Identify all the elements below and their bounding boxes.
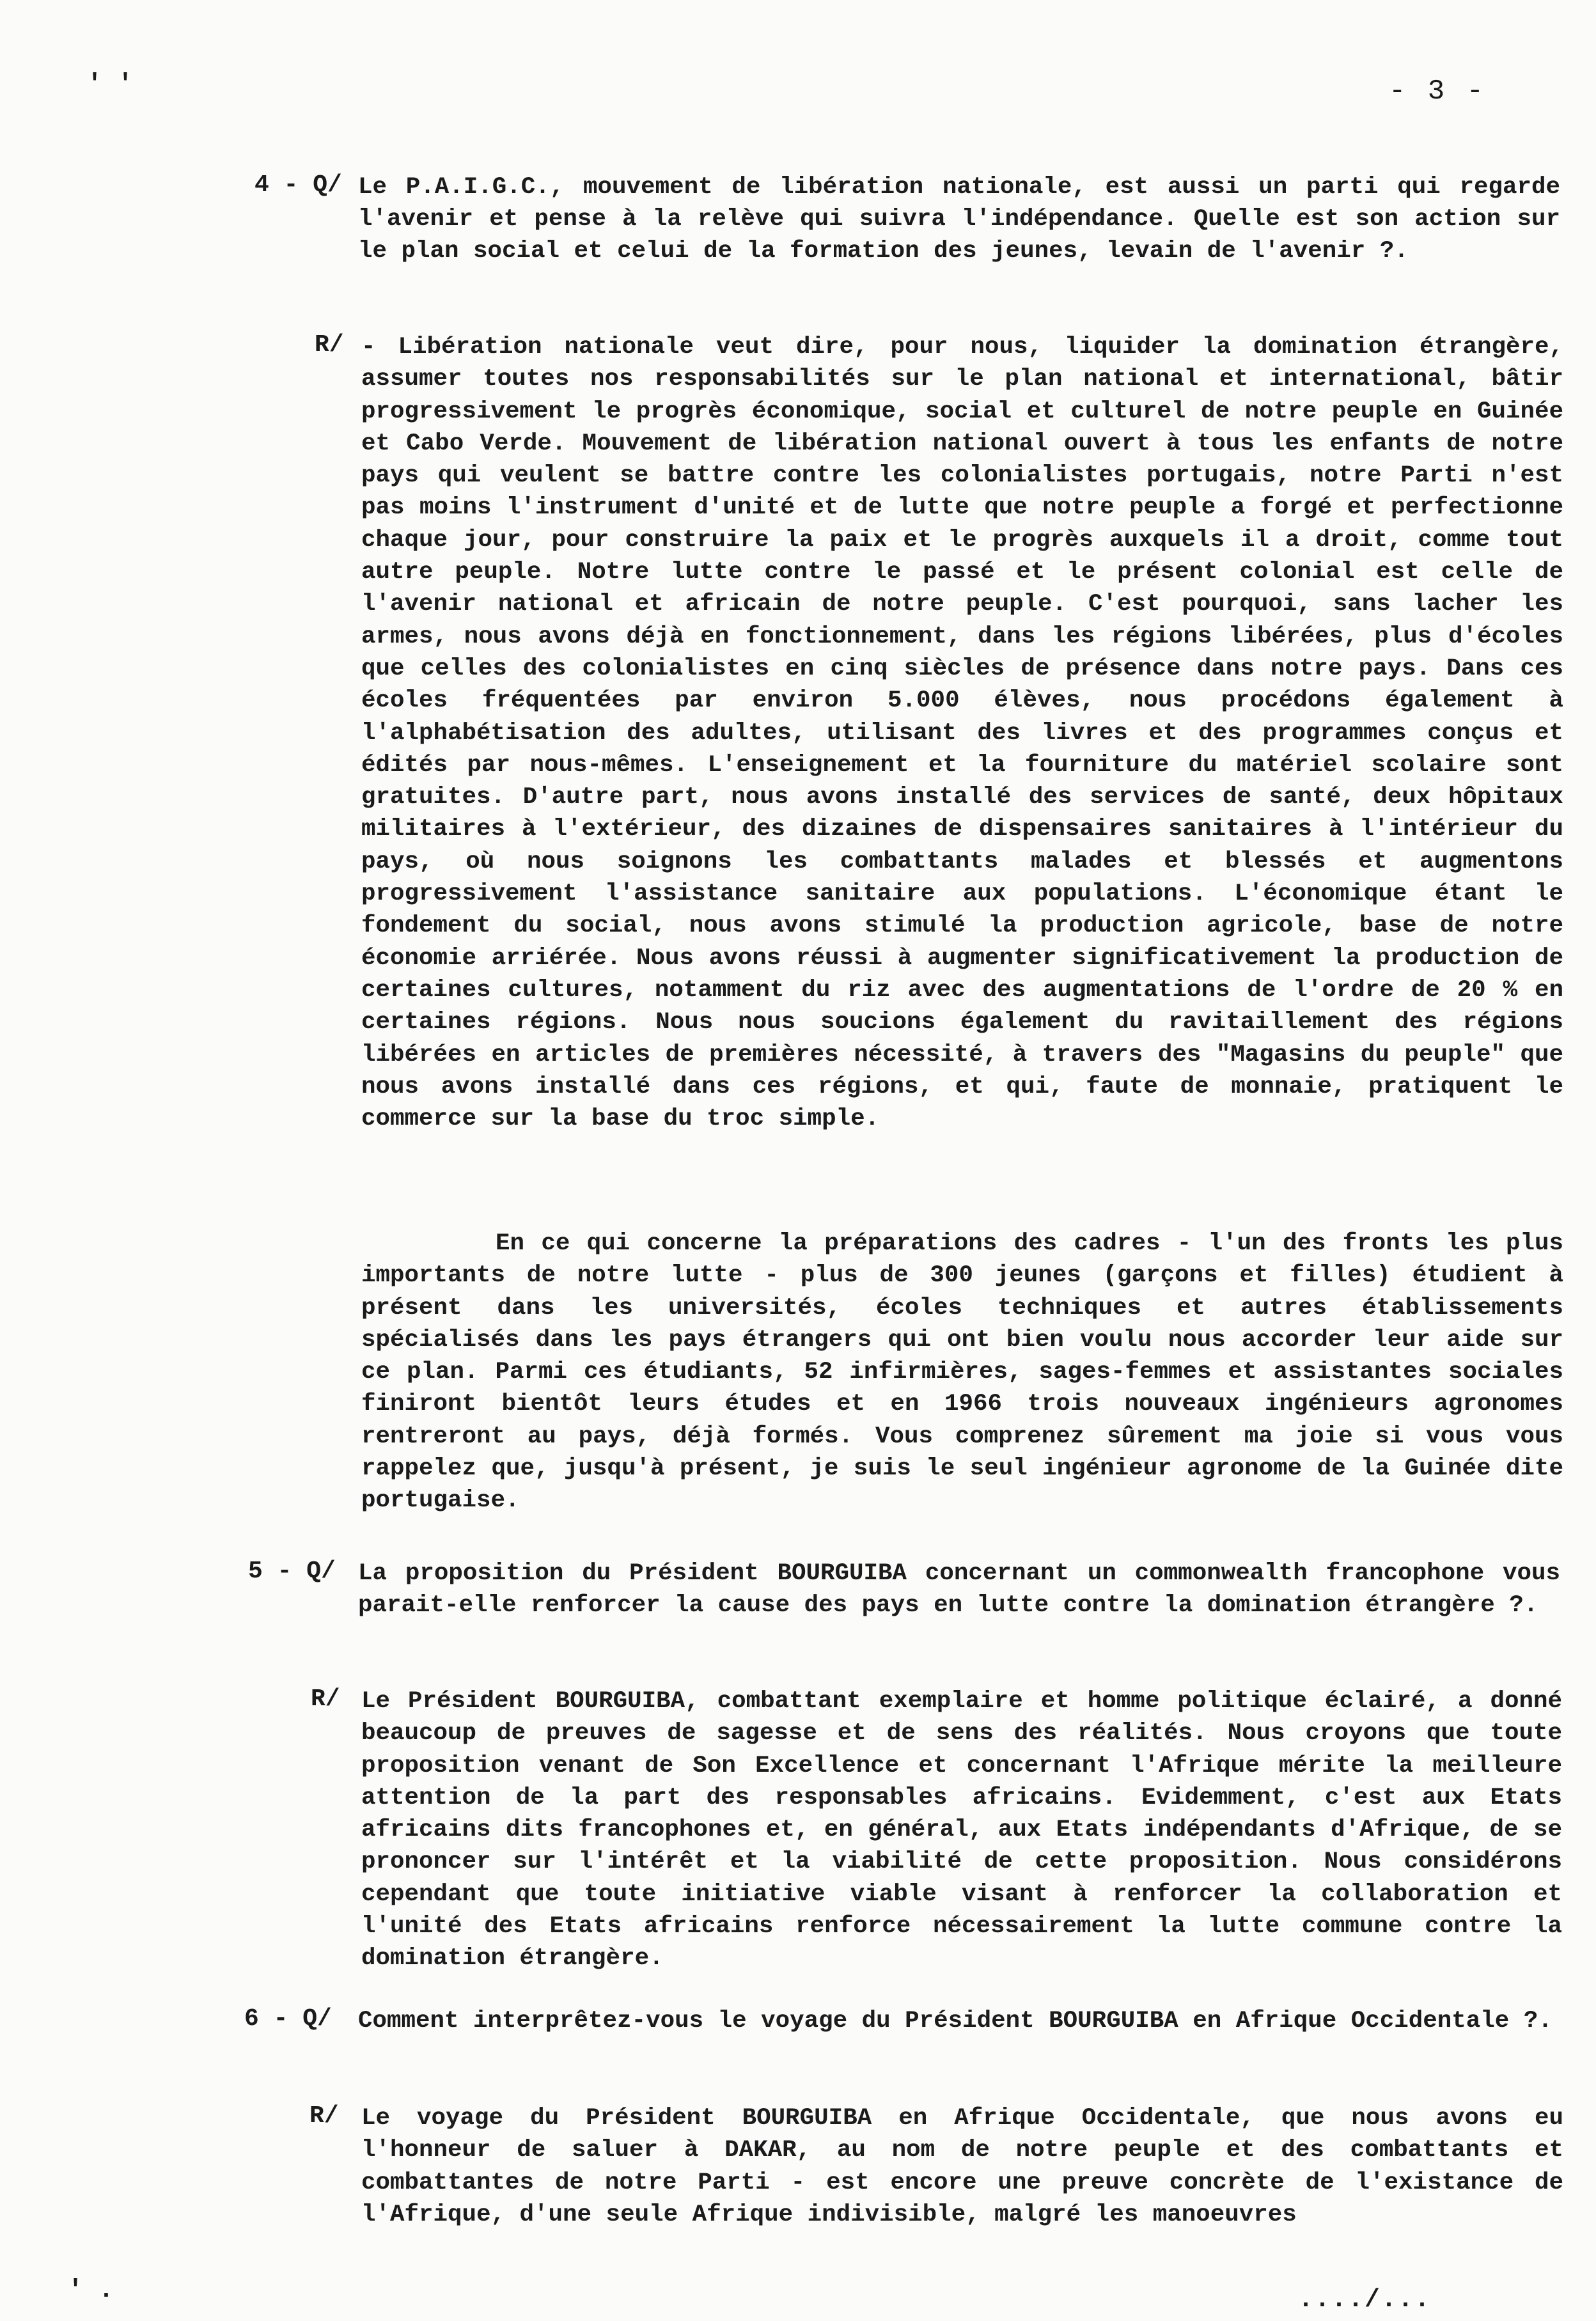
question-label: 4 - Q/ [254, 171, 342, 199]
question-label: 6 - Q/ [244, 2005, 332, 2033]
corner-mark-top: ' ' [87, 70, 134, 99]
answer-label: R/ [315, 331, 344, 359]
question-text: Comment interprêtez-vous le voyage du Président BOURGUIBA en Afrique Occidentale ?. [358, 2008, 1553, 2035]
answer-paragraph: Le Président BOURGUIBA, combattant exemplaire et homme politique éclairé, a donné beaucoup de preuves de sagesse et de sens des réalités. Nous croyons que toute proposition venant de Son Excellence et concernant l'Afrique mérite la meilleure attention de la part des responsables africains. Evidemment, c'est aux Etats africains dits francophones et, en général, aux Etats indépendants d'Afrique, de se prononcer sur l'intérêt et la viabilité de cette proposition. Nous considérons cependant que toute initiative viable visant à renforcer la collaboration et l'unité des Etats africains renforce nécessairement la lutte commune contre la domination étrangère. [361, 1688, 1562, 1973]
question-text: La proposition du Président BOURGUIBA concernant un commonwealth francophone vous parait-elle renforcer la cause des pays en lutte contre la domination étrangère ?. [358, 1560, 1560, 1619]
page-number: - 3 - [1389, 75, 1487, 107]
continuation-mark: ..../... [1298, 2286, 1432, 2315]
answer-paragraph: Le voyage du Président BOURGUIBA en Afrique Occidentale, que nous avons eu l'honneur de saluer à DAKAR, au nom de notre peuple et des combattants et combattantes de notre Parti - est encore une preuve concrète de l'existance de l'Afrique, d'une seule Afrique indivisible, malgré les manoeuvres [361, 2105, 1563, 2228]
answer-paragraph: En ce qui concerne la préparations des cadres - l'un des fronts les plus importants de notre lutte - plus de 300 jeunes (garçons et filles) étudient à présent dans les universités, écoles techniques et autres établissements spécialisés dans les pays étrangers qui ont bien voulu nous accorder leur aide sur ce plan. Parmi ces étudiants, 52 infirmières, sages-femmes et assistantes sociales finiront bientôt leurs études et en 1966 trois nouveaux ingénieurs agronomes rentreront au pays, déjà formés. Vous comprenez sûrement ma joie si vous vous rappelez que, jusqu'à présent, je suis le seul ingénieur agronome de la Guinée dite portugaise. [361, 1230, 1563, 1515]
question-text: Le P.A.I.G.C., mouvement de libération nationale, est aussi un parti qui regarde l'avenir et pense à la relève qui suivra l'indépendance. Quelle est son action sur le plan social et celui de la formation des jeunes, levain de l'avenir ?. [358, 174, 1560, 265]
corner-mark-bottom: ' . [68, 2276, 114, 2305]
answer-paragraph: - Libération nationale veut dire, pour nous, liquider la domination étrangère, assumer toutes nos responsabilités sur le plan national et international, bâtir progressivement le progrès économique, social et culturel de notre peuple en Guinée et Cabo Verde. Mouvement de libération national ouvert à tous les enfants de notre pays qui veulent se battre contre les colonialistes portugais, notre Parti n'est pas moins l'instrument d'unité et de lutte que notre peuple a forgé et perfectionne chaque jour, pour construire la paix et le progrès auxquels il a droit, comme tout autre peuple. Notre lutte contre le passé et le présent colonial est celle de l'avenir national et africain de notre peuple. C'est pourquoi, sans lacher les armes, nous avons déjà en fonctionnement, dans les régions libérées, plus d'écoles que celles des colonialistes en cinq siècles de présence dans notre pays. Dans ces écoles fréquentées par environ 5.000 élèves, nous procédons également à l'alphabétisation des adultes, utilisant des livres et des programmes conçus et édités par nous-mêmes. L'enseignement et la fourniture du matériel scolaire sont gratuites. D'autre part, nous avons installé des services de santé, deux hôpitaux militaires à l'extérieur, des dizaines de dispensaires sanitaires à l'intérieur du pays, où nous soignons les combattants malades et blessés et augmentons progressivement l'assistance sanitaire aux populations. L'économique étant le fondement du social, nous avons stimulé la production agricole, base de notre économie arriérée. Nous avons réussi à augmenter significativement la production de certaines cultures, notamment du riz avec des augmentations de l'ordre de 20 % en certaines régions. Nous nous soucions également du ravitaillement des régions libérées en articles de premières nécessité, à travers des "Magasins du peuple" que nous avons installé dans ces régions, et qui, faute de monnaie, pratiquent le commerce sur la base du troc simple. [361, 334, 1563, 1133]
question-label: 5 - Q/ [248, 1558, 336, 1585]
answer-label: R/ [309, 2102, 339, 2130]
answer-label: R/ [311, 1685, 340, 1713]
